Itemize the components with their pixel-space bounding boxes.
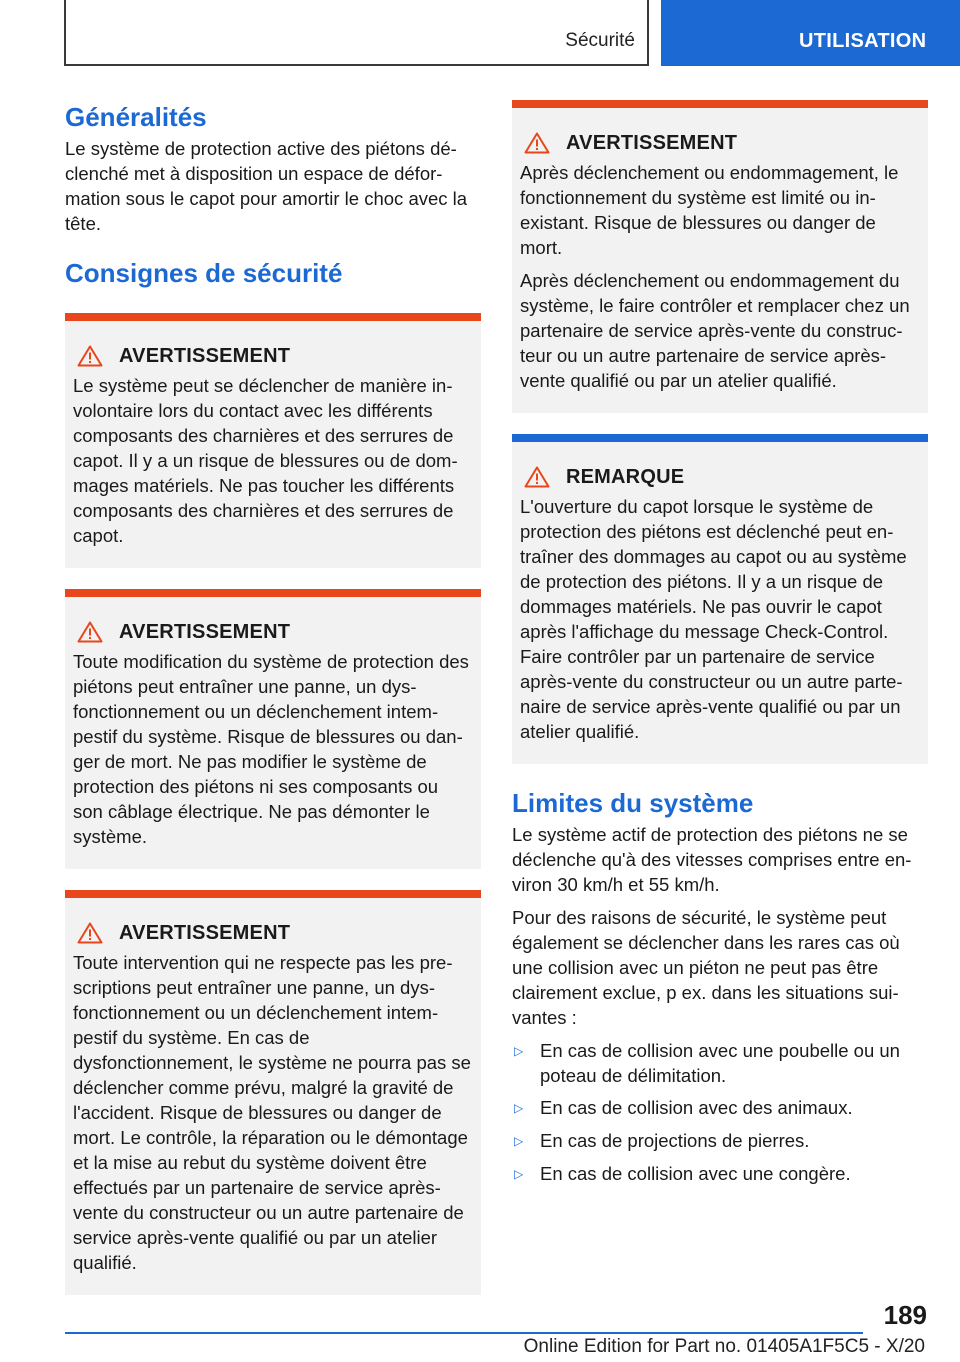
- warning-text: Le système peut se déclencher de manière involontaire lors du contact avec les différents composants des charnières et des serrures de capot. Il y a un risque de blessures ou de dommages matériels. Ne pas toucher les différents composants des charnières et des serrures de capot.: [73, 375, 458, 546]
- note-box: [512, 434, 928, 764]
- footer-edition-text: Online Edition for Part no. 01405A1F5C5 - X/20: [523, 1336, 925, 1357]
- limits-paragraph-1: Le système actif de protection des piétons ne se déclenche qu'à des vitesses comprises entre environ 30 km/h et 55 km/h.: [512, 824, 912, 895]
- warning-box-1: [65, 313, 481, 568]
- warning-text-p1: Après déclenchement ou endommagement, le fonctionnement du système est limité ou inexistant. Risque de blessures ou danger de mort.: [520, 162, 899, 258]
- warning-box-3: [65, 890, 481, 1295]
- triangle-bullet-icon: ▷: [514, 1044, 524, 1058]
- header-section-tab: [64, 0, 649, 66]
- list-item-text: En cas de projections de pierres.: [540, 1130, 810, 1151]
- limits-paragraph-2: Pour des raisons de sécurité, le système peut également se déclencher dans les rares cas où une collision avec un piéton ne peut pas être clairement exclue, p ex. dans les situations suivantes :: [512, 907, 900, 1028]
- list-item: [512, 1128, 928, 1154]
- list-item-text: En cas de collision avec une poubelle ou un poteau de délimitation.: [540, 1040, 900, 1086]
- warning-text: Toute intervention qui ne respecte pas les prescriptions peut entraîner une panne, un dysfonctionnement ou un déclenchement intempestif du système. En cas de dysfonctionnement, le système ne pourra pas se déclencher comme prévu, malgré la gravité de l'accident. Risque de blessures ou danger de mort. Le contrôle, la réparation ou le démontage et la mise au rebut du système doivent être effectués par un partenaire de service après-vente du constructeur ou un autre partenaire de service après-vente qualifié ou par un atelier qualifié.: [73, 952, 471, 1273]
- heading-consignes: Consignes de sécurité: [65, 258, 343, 288]
- warning-header: [73, 920, 473, 946]
- warning-text: Toute modification du système de protection des piétons peut entraîner une panne, un dysfonctionnement ou un déclenchement intempestif du système. Risque de blessures ou danger de mort. Ne pas modifier le système de protection des piétons ni ses composants ou son câblage électrique. Ne pas démonter le système.: [73, 651, 469, 847]
- heading-generalites: Généralités: [65, 102, 207, 132]
- list-item-text: En cas de collision avec des animaux.: [540, 1097, 853, 1118]
- list-item: [512, 1038, 928, 1088]
- triangle-bullet-icon: ▷: [514, 1101, 524, 1115]
- list-item: [512, 1095, 928, 1121]
- heading-limites: Limites du système: [512, 788, 754, 818]
- limits-bullet-list: [512, 1038, 928, 1187]
- warning-box-2: [65, 589, 481, 869]
- note-header: [520, 464, 920, 490]
- page-number: 189: [883, 1300, 927, 1330]
- warning-triangle-icon: [77, 621, 103, 643]
- warning-title: AVERTISSEMENT: [119, 921, 291, 944]
- header-chapter-label: UTILISATION: [799, 30, 927, 52]
- warning-header: [520, 130, 920, 156]
- left-column: [65, 100, 481, 1316]
- warning-header: [73, 619, 473, 645]
- footer-divider: [65, 1332, 863, 1334]
- warning-text-p2: Après déclenchement ou endommagement du système, le faire contrôler et remplacer chez un partenaire de service après-vente du constructeur ou un autre partenaire de service après-vente qualifié ou par un atelier qualifié.: [520, 270, 910, 391]
- warning-title: AVERTISSEMENT: [566, 131, 738, 154]
- header-section-label: Sécurité: [565, 30, 635, 51]
- warning-box-4: [512, 100, 928, 413]
- header-chapter-tab: [661, 0, 960, 66]
- list-item-text: En cas de collision avec une congère.: [540, 1163, 851, 1184]
- warning-header: [73, 343, 473, 369]
- warning-triangle-icon: [77, 922, 103, 944]
- note-title: REMARQUE: [566, 465, 685, 488]
- note-text: L'ouverture du capot lorsque le système de protection des piétons est déclenché peut entraîner des dommages au capot ou au système de protection des piétons. Il y a un risque de dommages matériels. Ne pas ouvrir le capot après l'affichage du message Check-Control. Faire contrôler par un partenaire de service après-vente du constructeur ou un autre partenaire de service après-vente qualifié ou par un atelier qualifié.: [520, 496, 907, 742]
- right-column: [512, 100, 928, 1194]
- warning-triangle-icon: [524, 132, 550, 154]
- triangle-bullet-icon: ▷: [514, 1167, 524, 1181]
- warning-triangle-icon: [524, 466, 550, 488]
- warning-triangle-icon: [77, 345, 103, 367]
- list-item: [512, 1161, 928, 1187]
- warning-title: AVERTISSEMENT: [119, 344, 291, 367]
- general-paragraph: Le système de protection active des piétons déclenché met à disposition un espace de déformation sous le capot pour amortir le choc avec la tête.: [65, 138, 468, 234]
- warning-title: AVERTISSEMENT: [119, 620, 291, 643]
- triangle-bullet-icon: ▷: [514, 1134, 524, 1148]
